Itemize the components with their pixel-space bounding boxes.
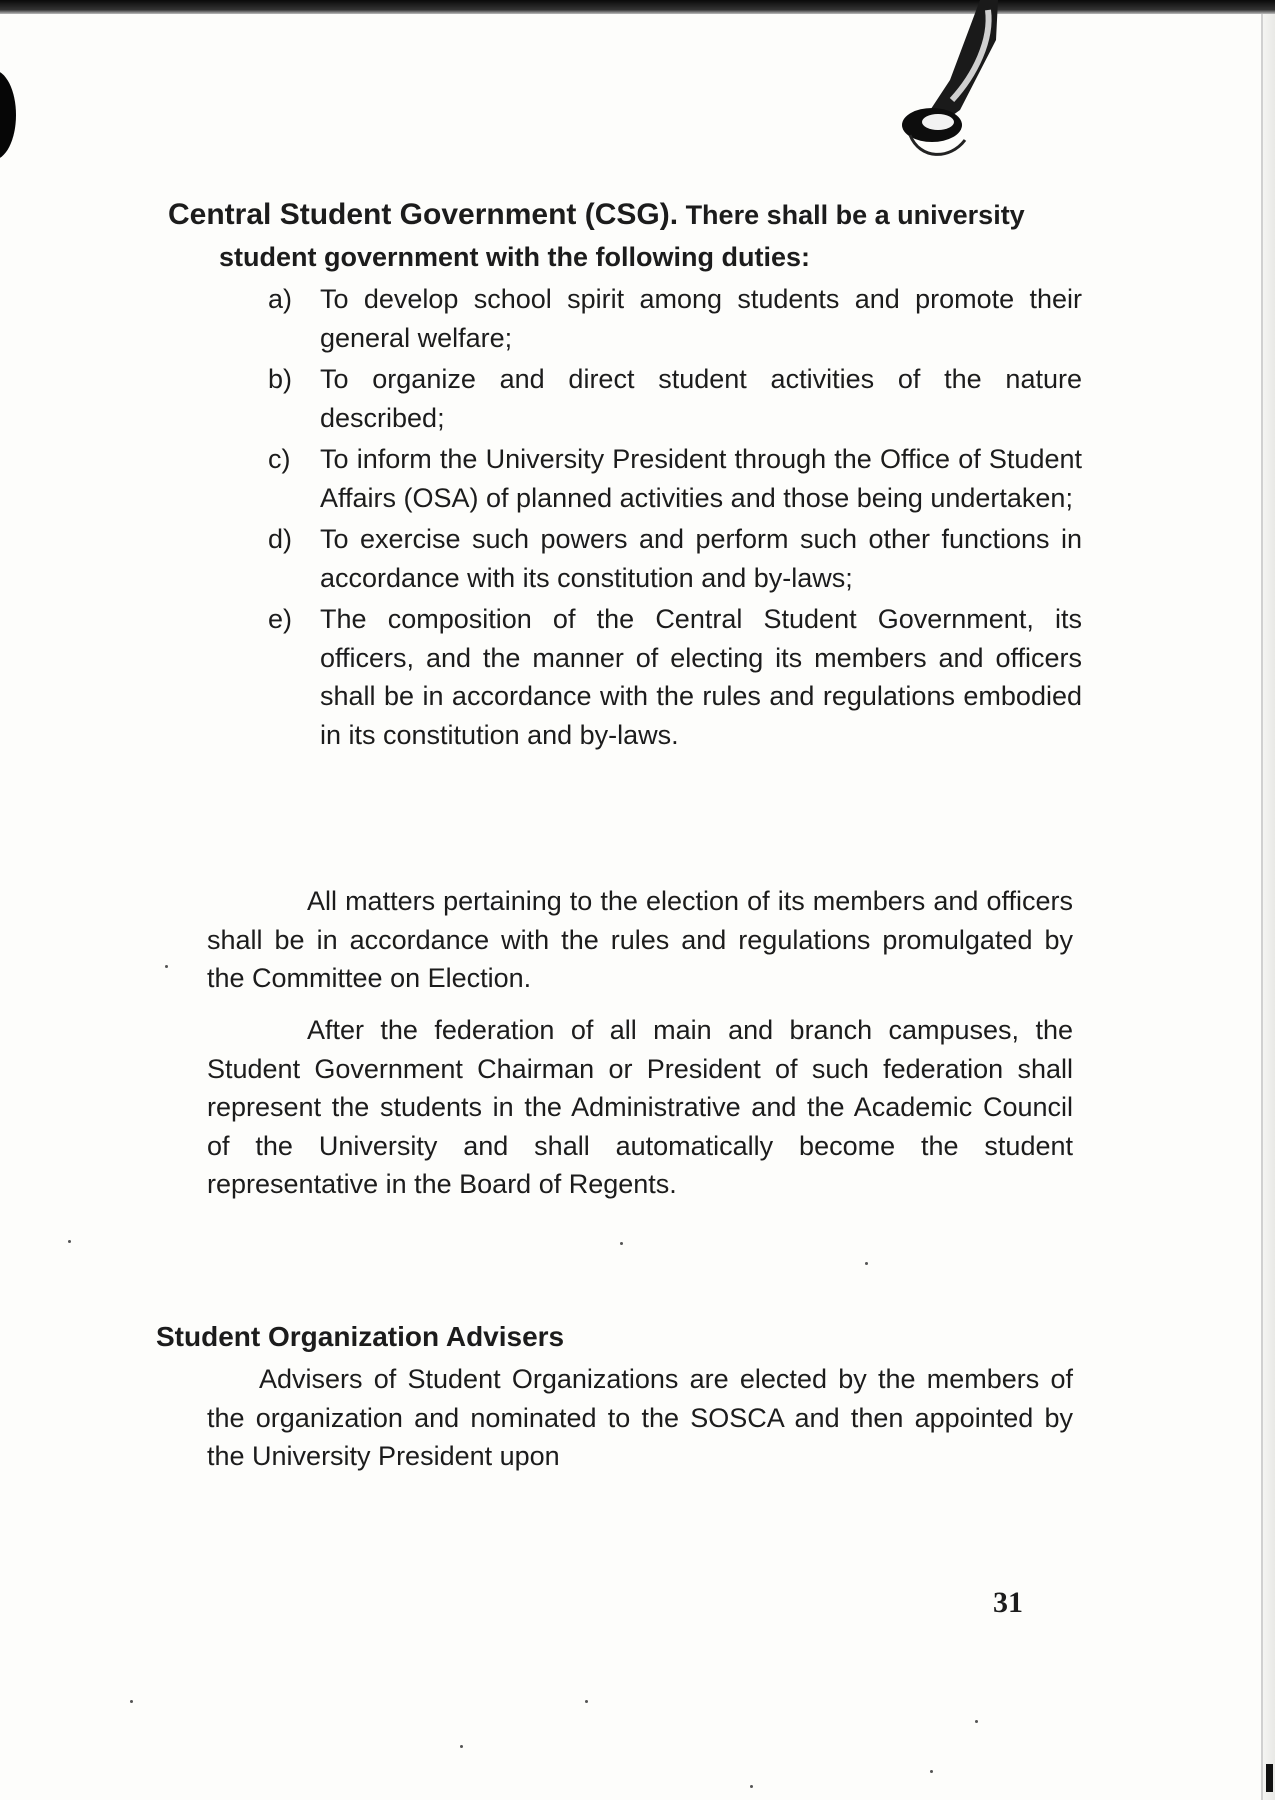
scan-edge-mark <box>1266 1764 1273 1792</box>
list-item-text: To exercise such powers and perform such other functions in accordance with its constitution and by-laws; <box>320 524 1082 593</box>
list-item <box>268 440 1082 517</box>
scan-speck <box>620 1242 623 1245</box>
page-number: 31 <box>993 1586 1023 1619</box>
scan-speck <box>865 1262 868 1265</box>
binder-ring-icon <box>880 0 1040 170</box>
scan-top-edge <box>0 0 1275 14</box>
csg-heading-line <box>168 196 1090 235</box>
scan-speck <box>930 1770 933 1773</box>
scan-speck <box>975 1720 978 1723</box>
csg-intro-continued: student government with the following duties: <box>219 242 810 272</box>
list-item <box>268 600 1082 754</box>
scan-right-edge <box>1261 14 1275 1800</box>
list-item-text: To inform the University President through the Office of Student Affairs (OSA) of planned activities and those being undertaken; <box>320 444 1082 513</box>
list-marker: e) <box>268 604 293 634</box>
election-paragraph: All matters pertaining to the election of its members and officers shall be in accordance with the rules and regulations promulgated by the Committee on Election. <box>207 886 1073 993</box>
advisers-paragraph: Advisers of Student Organizations are elected by the members of the organization and nominated to the SOSCA and then appointed by the University President upon <box>207 1364 1073 1471</box>
list-item-text: To develop school spirit among students and promote their general welfare; <box>320 284 1082 353</box>
list-item-text: To organize and direct student activities of the nature described; <box>320 364 1082 433</box>
list-item-text: The composition of the Central Student Government, its officers, and the manner of electing its members and officers shall be in accordance with the rules and regulations embodied in its constitution and by-laws. <box>320 604 1082 750</box>
scan-speck <box>585 1700 588 1703</box>
list-item <box>268 280 1082 357</box>
csg-heading: Central Student Government (CSG). <box>168 198 679 231</box>
scan-speck <box>750 1785 753 1788</box>
scan-speck <box>165 965 168 968</box>
list-marker: c) <box>268 444 291 474</box>
advisers-heading: Student Organization Advisers <box>156 1321 565 1352</box>
list-marker: d) <box>268 524 293 554</box>
federation-paragraph: After the federation of all main and branch campuses, the Student Government Chairman or President of such federation shall represent the students in the Administrative and the Academic Council of the University and shall automatically become the student representative in the Board of Regents. <box>207 1015 1073 1199</box>
csg-duties-list <box>268 280 1082 757</box>
scan-speck <box>68 1240 71 1243</box>
scan-speck <box>130 1700 133 1703</box>
list-marker: a) <box>268 284 293 314</box>
list-item <box>268 360 1082 437</box>
scan-left-blob <box>0 70 16 160</box>
list-marker: b) <box>268 364 293 394</box>
csg-intro: There shall be a university <box>685 200 1025 230</box>
scan-speck <box>460 1745 463 1748</box>
list-item <box>268 520 1082 597</box>
